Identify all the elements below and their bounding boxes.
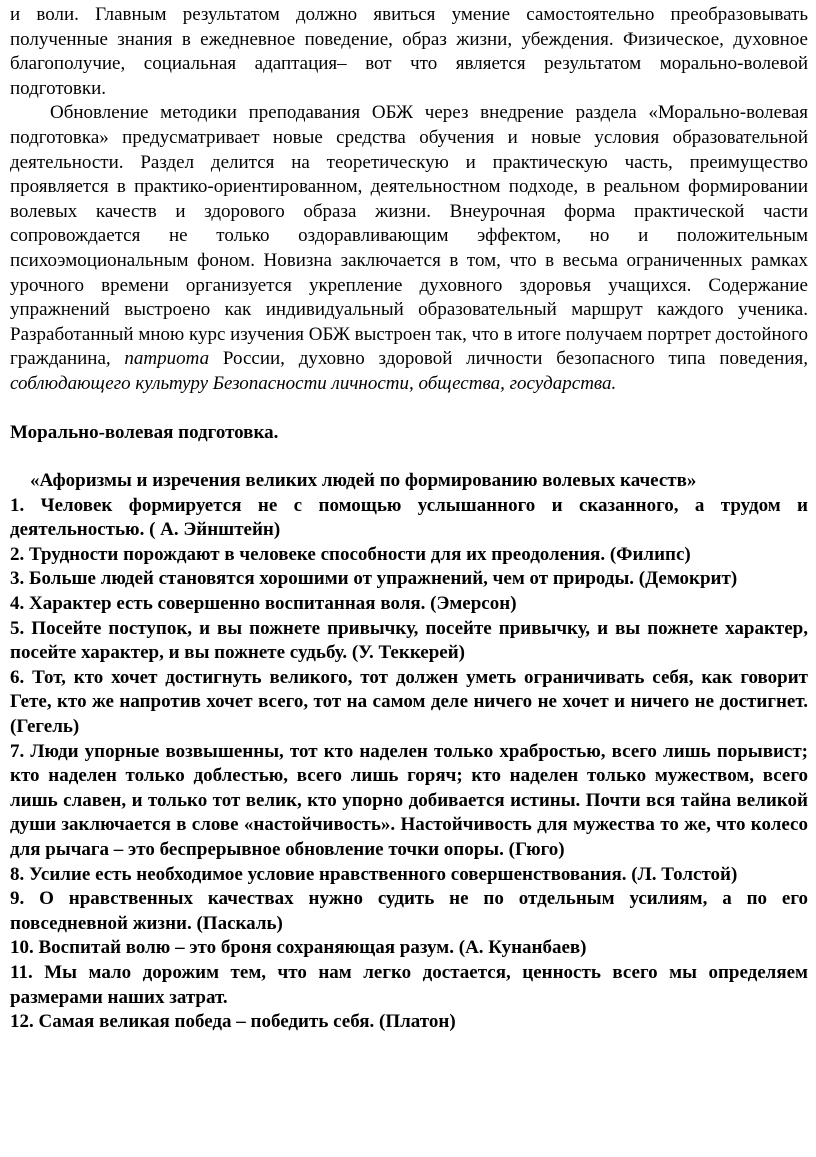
intro-paragraph-2-italic-culture: , соблюдающего культуру Безопасности личности, общества, государства. xyxy=(10,348,808,394)
intro-paragraph-1: и воли. Главным результатом должно явиться умение самостоятельно преобразовывать полученные знания в ежедневное поведение, образ жизни, убеждения. Физическое, духовное благополучие, социальная адаптация– вот что является результатом морально-волевой подготовки. xyxy=(10,4,808,99)
aphorism-item: 11. Мы мало дорожим тем, что нам легко достается, ценность всего мы определяем размерами наших затрат. xyxy=(10,961,808,1008)
aphorism-item: 10. Воспитай волю – это броня сохраняющая разум. (А. Кунанбаев) xyxy=(10,937,587,959)
aphorism-item: 9. О нравственных качествах нужно судить не по отдельным усилиям, а по его повседневной жизни. (Паскаль) xyxy=(10,888,808,934)
intro-paragraph-2-text-b: России, духовно здоровой личности безопасного типа поведения xyxy=(209,348,804,370)
aphorism-item: 8. Усилие есть необходимое условие нравственного совершенствования. (Л. Толстой) xyxy=(10,863,738,885)
aphorism-item: 4. Характер есть совершенно воспитанная воля. (Эмерсон) xyxy=(10,593,517,615)
aphorism-item: 12. Самая великая победа – победить себя. (Платон) xyxy=(10,1011,456,1033)
aphorism-item: 6. Тот, кто хочет достигнуть великого, тот должен уметь ограничивать себя, как говорит Гете, кто же напротив хочет всего, тот на самом деле ничего не хочет и ничего не достигнет. (Гегель) xyxy=(10,666,808,738)
aphorism-item: 5. Посейте поступок, и вы пожнете привычку, посейте привычку, и вы пожнете характер, посейте характер, и вы пожнете судьбу. (У. Теккерей) xyxy=(10,617,808,664)
aphorism-item: 1. Человек формируется не с помощью услышанного и сказанного, а трудом и деятельностью. ( А. Эйнштейн) xyxy=(10,494,808,541)
aphorism-item: 7. Люди упорные возвышенны, тот кто наделен только храбростью, всего лишь порывист; кто наделен только доблестью, всего лишь горяч; кто наделен только мужеством, всего лишь славен, и только тот велик, кто упорно добивается истины. Почти вся тайна великой души заключается в слове «настойчивость». Настойчивость для мужества то же, что колесо для рычага – это беспрерывное обновление точки опоры. (Гюго) xyxy=(10,740,808,860)
section-title: Морально-волевая подготовка. xyxy=(10,421,279,443)
aphorisms-title: «Афоризмы и изречения великих людей по формированию волевых качеств» xyxy=(30,470,697,492)
aphorism-item: 2. Трудности порождают в человеке способности для их преодоления. (Филипс) xyxy=(10,543,691,565)
intro-paragraph-2-text-a: Обновление методики преподавания ОБЖ через внедрение раздела «Морально-волевая подготовка» предусматривает новые средства обучения и новые условия образовательной деятельности. Раздел делится на теоретическую и практическую часть, преимущество проявляется в практико-ориентированном, деятельностном подходе, в реальном формировании волевых качеств и здорового образа жизни. Внеурочная форма практической части сопровождается не только оздоравливающим эффектом, но и положительным психоэмоциональным фоном. Новизна заключается в том, что в весьма ограниченных рамках урочного времени организуется укрепление духовного здоровья учащихся. Содержание упражнений выстроено как индивидуальный образовательный маршрут каждого ученика. Разработанный мною курс изучения ОБЖ выстроен так, что в итоге получаем портрет достойного гражданина xyxy=(10,102,808,370)
intro-paragraph-2-italic-patriot: , патриота xyxy=(105,348,210,370)
aphorism-item: 3. Больше людей становятся хорошими от упражнений, чем от природы. (Демокрит) xyxy=(10,568,738,590)
aphorisms-list xyxy=(10,494,808,1035)
intro-paragraph-2 xyxy=(10,101,808,396)
